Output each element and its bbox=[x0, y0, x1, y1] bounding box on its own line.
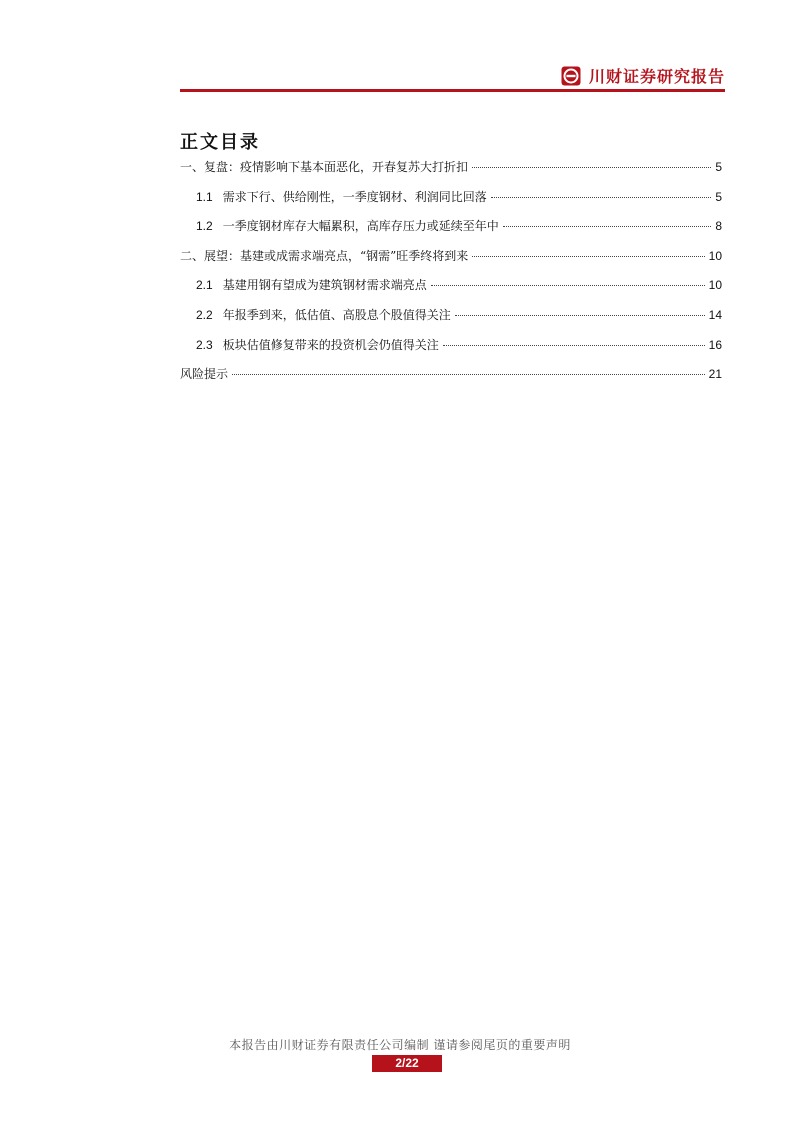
toc-leader-dots bbox=[443, 345, 705, 346]
toc-entry-text: 板块估值修复带来的投资机会仍值得关注 bbox=[222, 337, 439, 352]
toc-leader-dots bbox=[491, 197, 712, 198]
toc-entry-page: 14 bbox=[708, 307, 722, 322]
toc-entry-page: 10 bbox=[708, 278, 722, 293]
toc-entry-number: 2.1 bbox=[196, 278, 213, 293]
toc-entry-number: 1.1 bbox=[196, 189, 213, 204]
page-header bbox=[180, 64, 725, 92]
page-number-badge: 2/22 bbox=[372, 1055, 442, 1072]
toc-leader-dots bbox=[455, 315, 705, 316]
toc-entry-number: 2.3 bbox=[196, 337, 213, 352]
table-of-contents bbox=[180, 158, 722, 395]
toc-entry[interactable] bbox=[180, 247, 722, 277]
toc-entry-number: 2.2 bbox=[196, 307, 213, 322]
toc-entry-text: 需求下行、供给刚性，一季度钢材、利润同比回落 bbox=[222, 189, 487, 204]
footer-disclaimer: 本报告由川财证券有限责任公司编制 谨请参阅尾页的重要声明 bbox=[229, 1038, 571, 1052]
toc-entry-page: 5 bbox=[715, 189, 722, 204]
toc-entry[interactable] bbox=[180, 276, 722, 306]
toc-title: 正文目录 bbox=[180, 132, 260, 153]
toc-entry-page: 21 bbox=[708, 367, 722, 382]
toc-entry-page: 10 bbox=[708, 248, 722, 263]
toc-entry-text: 一季度钢材库存大幅累积，高库存压力或延续至年中 bbox=[222, 219, 499, 234]
toc-entry-page: 5 bbox=[715, 160, 722, 174]
toc-entry-page: 8 bbox=[715, 219, 722, 234]
toc-entry-number: 1.2 bbox=[196, 219, 213, 234]
brand bbox=[561, 64, 725, 87]
brand-name: 川财证券研究报告 bbox=[588, 67, 725, 86]
toc-entry[interactable] bbox=[180, 365, 722, 395]
toc-entry-text: 年报季到来，低估值、高股息个股值得关注 bbox=[222, 307, 451, 322]
toc-leader-dots bbox=[472, 256, 704, 257]
toc-entry-page: 16 bbox=[708, 337, 722, 352]
toc-entry[interactable] bbox=[180, 336, 722, 366]
toc-entry[interactable] bbox=[180, 158, 722, 188]
toc-entry-text: 基建用钢有望成为建筑钢材需求端亮点 bbox=[222, 278, 427, 293]
toc-leader-dots bbox=[232, 374, 705, 375]
toc-entry[interactable] bbox=[180, 188, 722, 218]
brand-logo-icon bbox=[561, 66, 581, 86]
toc-leader-dots bbox=[472, 167, 711, 168]
toc-entry[interactable] bbox=[180, 306, 722, 336]
header-rule bbox=[180, 89, 725, 92]
toc-leader-dots bbox=[431, 285, 705, 286]
toc-leader-dots bbox=[503, 226, 712, 227]
toc-entry-text: 一、复盘：疫情影响下基本面恶化，开春复苏大打折扣 bbox=[180, 160, 469, 174]
toc-entry[interactable] bbox=[180, 217, 722, 247]
toc-entry-text: 风险提示 bbox=[180, 367, 229, 382]
toc-entry-text: 二、展望：基建或成需求端亮点，“钢需”旺季终将到来 bbox=[180, 248, 469, 263]
